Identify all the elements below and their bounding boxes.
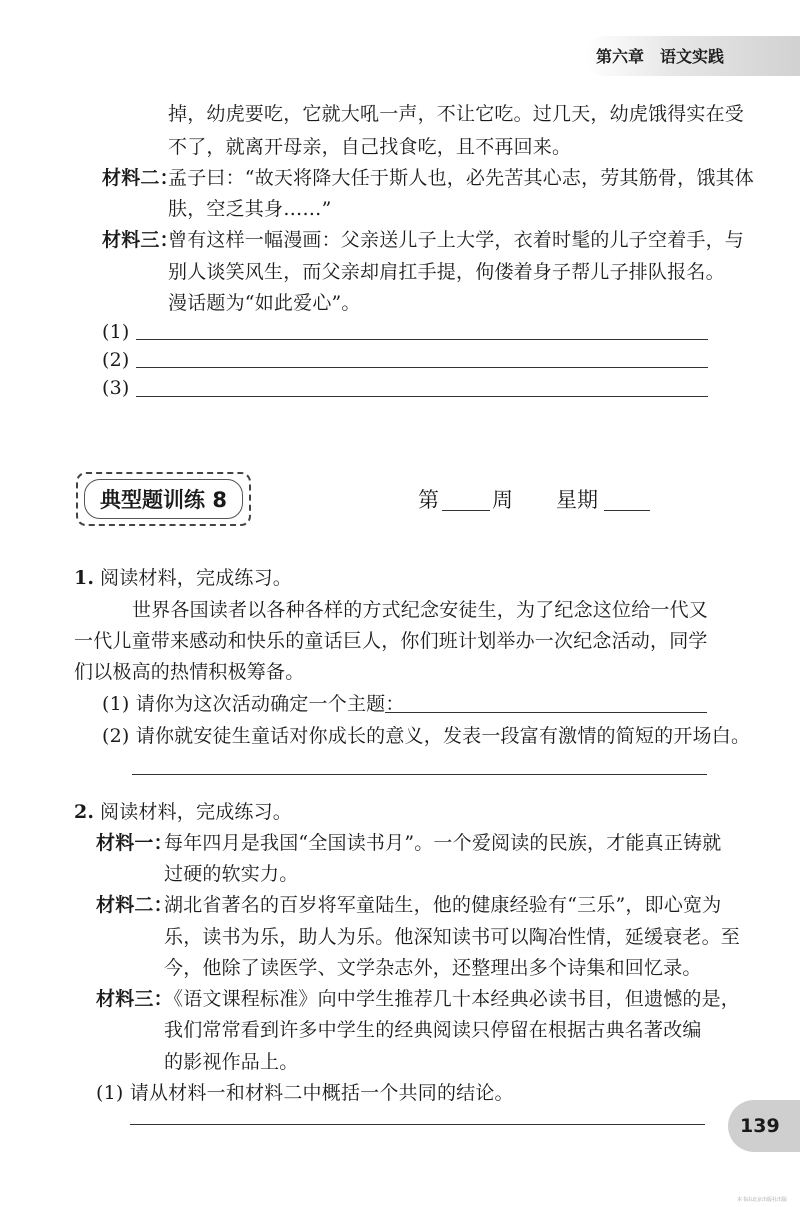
weekday-blank[interactable] (604, 510, 650, 511)
text-line: 孟子曰：“故天将降大任于斯人也，必先苦其心志，劳其筋骨，饿其体 (168, 167, 754, 189)
text-line: 不了，就离开母亲，自己找食吃，且不再回来。 (168, 136, 572, 158)
sub-question: (1) 请你为这次活动确定一个主题： (102, 693, 405, 715)
chapter-header: 第六章 语文实践 (596, 47, 725, 66)
sub-question: (2) 请你就安徒生童话对你成长的意义，发表一段富有激情的简短的开场白。 (102, 725, 751, 747)
text-line: 曾有这样一幅漫画：父亲送儿子上大学，衣着时髦的儿子空着手，与 (168, 229, 745, 251)
text-line: 湖北省著名的百岁将军童陆生，他的健康经验有“三乐”，即心宽为 (164, 894, 722, 916)
material-label: 材料二： (102, 167, 179, 189)
text-line: 过硬的软实力。 (164, 863, 299, 885)
blank-label: (2) (102, 349, 130, 371)
question-number: 2. (74, 801, 95, 823)
blank-label: (3) (102, 377, 130, 399)
answer-line[interactable] (136, 339, 708, 340)
footer-mark: 本书由北京出版社出版 (737, 1197, 788, 1203)
text-line: 的影视作品上。 (164, 1051, 299, 1073)
weekday-label: 星期 (556, 488, 598, 512)
answer-line[interactable] (136, 396, 708, 397)
answer-line[interactable] (132, 774, 707, 775)
section-badge-title: 典型题训练 8 (100, 488, 227, 512)
text-line: 今，他除了读医学、文学杂志外，还整理出多个诗集和回忆录。 (164, 957, 702, 979)
question-title: 阅读材料，完成练习。 (100, 801, 293, 823)
text-line: 每年四月是我国“全国读书月”。一个爱阅读的民族，才能真正铸就 (164, 832, 722, 854)
material-label: 材料二： (96, 894, 173, 916)
material-label: 材料三： (96, 988, 173, 1010)
material-label: 材料三： (102, 229, 179, 251)
week-unit: 周 (492, 488, 513, 512)
answer-line[interactable] (136, 367, 708, 368)
text-line: 掉，幼虎要吃，它就大吼一声，不让它吃。过几天，幼虎饿得实在受 (168, 103, 745, 125)
text-line: 《语文课程标准》向中学生推荐几十本经典必读书目，但遗憾的是， (164, 988, 741, 1010)
text-line: 们以极高的热情积极筹备。 (74, 661, 305, 683)
text-line: 我们常常看到许多中学生的经典阅读只停留在根据古典名著改编 (164, 1019, 702, 1041)
week-blank[interactable] (442, 510, 490, 511)
text-line: 肤，空乏其身……” (168, 198, 332, 220)
question-number: 1. (74, 567, 95, 589)
week-label: 第 (418, 488, 439, 512)
text-line: 漫话题为“如此爱心”。 (168, 292, 361, 314)
page-number: 139 (740, 1115, 780, 1137)
question-title: 阅读材料，完成练习。 (100, 567, 293, 589)
text-line: 世界各国读者以各种各样的方式纪念安徒生，为了纪念这位给一代又 (132, 599, 709, 621)
section-badge (76, 472, 251, 526)
blank-label: (1) (102, 321, 130, 343)
material-label: 材料一： (96, 832, 173, 854)
text-line: 乐，读书为乐，助人为乐。他深知读书可以陶冶性情，延缓衰老。至 (164, 926, 741, 948)
sub-question: (1) 请从材料一和材料二中概括一个共同的结论。 (96, 1082, 514, 1104)
text-line: 一代儿童带来感动和快乐的童话巨人，你们班计划举办一次纪念活动，同学 (74, 630, 708, 652)
text-line: 别人谈笑风生，而父亲却肩扛手提，佝偻着身子帮儿子排队报名。 (168, 261, 725, 283)
answer-line[interactable] (130, 1124, 705, 1125)
answer-line[interactable] (385, 712, 707, 713)
